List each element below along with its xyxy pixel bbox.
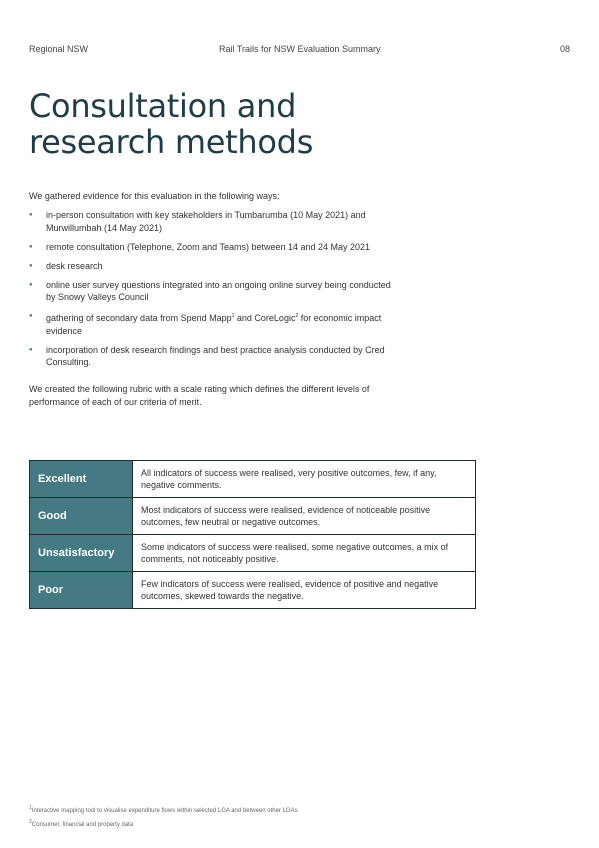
list-item <box>29 310 399 337</box>
rubric-description: Some indicators of success were realised, some negative outcomes, a mix of comments, not noticeably positive. <box>133 535 476 572</box>
methods-list <box>29 209 399 375</box>
rubric-description: Most indicators of success were realised, evidence of noticeable positive outcomes, few neutral or negative outcomes. <box>133 498 476 535</box>
list-item <box>29 209 399 234</box>
table-row <box>30 572 476 609</box>
bullet-icon: ● <box>29 262 33 269</box>
bullet-icon: ● <box>29 313 33 319</box>
table-row <box>30 535 476 572</box>
rubric-label: Poor <box>30 572 133 609</box>
footnote-number: 1 <box>29 805 32 811</box>
rubric-label: Excellent <box>30 461 133 498</box>
header-section-name: Regional NSW <box>29 44 89 54</box>
footnote <box>29 803 298 817</box>
bullet-icon: ● <box>29 346 33 353</box>
table-row <box>30 461 476 498</box>
list-item-text-c: for economic impact evidence <box>46 313 382 336</box>
bullet-icon: ● <box>29 212 33 218</box>
rubric-description: All indicators of success were realised, very positive outcomes, few, if any, negative comments. <box>133 461 476 498</box>
page-number: 08 <box>559 44 570 54</box>
footnotes <box>29 803 298 831</box>
bullet-icon: ● <box>29 243 33 250</box>
footnote <box>29 817 298 831</box>
page-header <box>29 44 570 56</box>
list-item-text-a: gathering of secondary data from Spend Mapp <box>46 313 232 323</box>
footnote-ref-1: 1 <box>231 313 235 319</box>
list-item-text: in-person consultation with key stakeholders in Tumbarumba (10 May 2021) and Murwillumbah (14 May 2021) <box>46 210 366 233</box>
page-title: Consultation and research methods <box>29 87 314 161</box>
rubric-description: Few indicators of success were realised, evidence of positive and negative outcomes, skewed towards the negative. <box>133 572 476 609</box>
list-item-text: remote consultation (Telephone, Zoom and Teams) between 14 and 24 May 2021 <box>46 241 371 252</box>
rubric-label: Unsatisfactory <box>30 535 133 572</box>
list-item-text: online user survey questions integrated into an ongoing online survey being conducted by Snowy Valleys Council <box>46 279 391 302</box>
rubric-table <box>29 460 476 609</box>
footnote-text: Interactive mapping tool to visualise expenditure flows within selected LGA and between other LGAs <box>31 808 298 814</box>
footnote-text: Consumer, financial and property data <box>31 822 134 828</box>
rubric-label: Good <box>30 498 133 535</box>
bullet-icon: ● <box>29 281 33 288</box>
list-item-text: desk research <box>46 260 103 271</box>
list-item <box>29 279 399 304</box>
list-item <box>29 260 399 273</box>
list-item-text: incorporation of desk research findings and best practice analysis conducted by Cred Consulting. <box>46 344 385 367</box>
table-row <box>30 498 476 535</box>
header-document-title: Rail Trails for NSW Evaluation Summary <box>219 44 381 54</box>
rubric-intro: We created the following rubric with a scale rating which defines the different levels of performance of each of our criteria of merit. <box>29 384 370 407</box>
methods-intro: We gathered evidence for this evaluation in the following ways: <box>29 191 280 201</box>
list-item <box>29 344 399 369</box>
list-item <box>29 241 399 254</box>
footnote-ref-2: 2 <box>295 313 299 319</box>
list-item-text-b: and CoreLogic <box>234 313 296 323</box>
footnote-number: 2 <box>29 819 32 825</box>
